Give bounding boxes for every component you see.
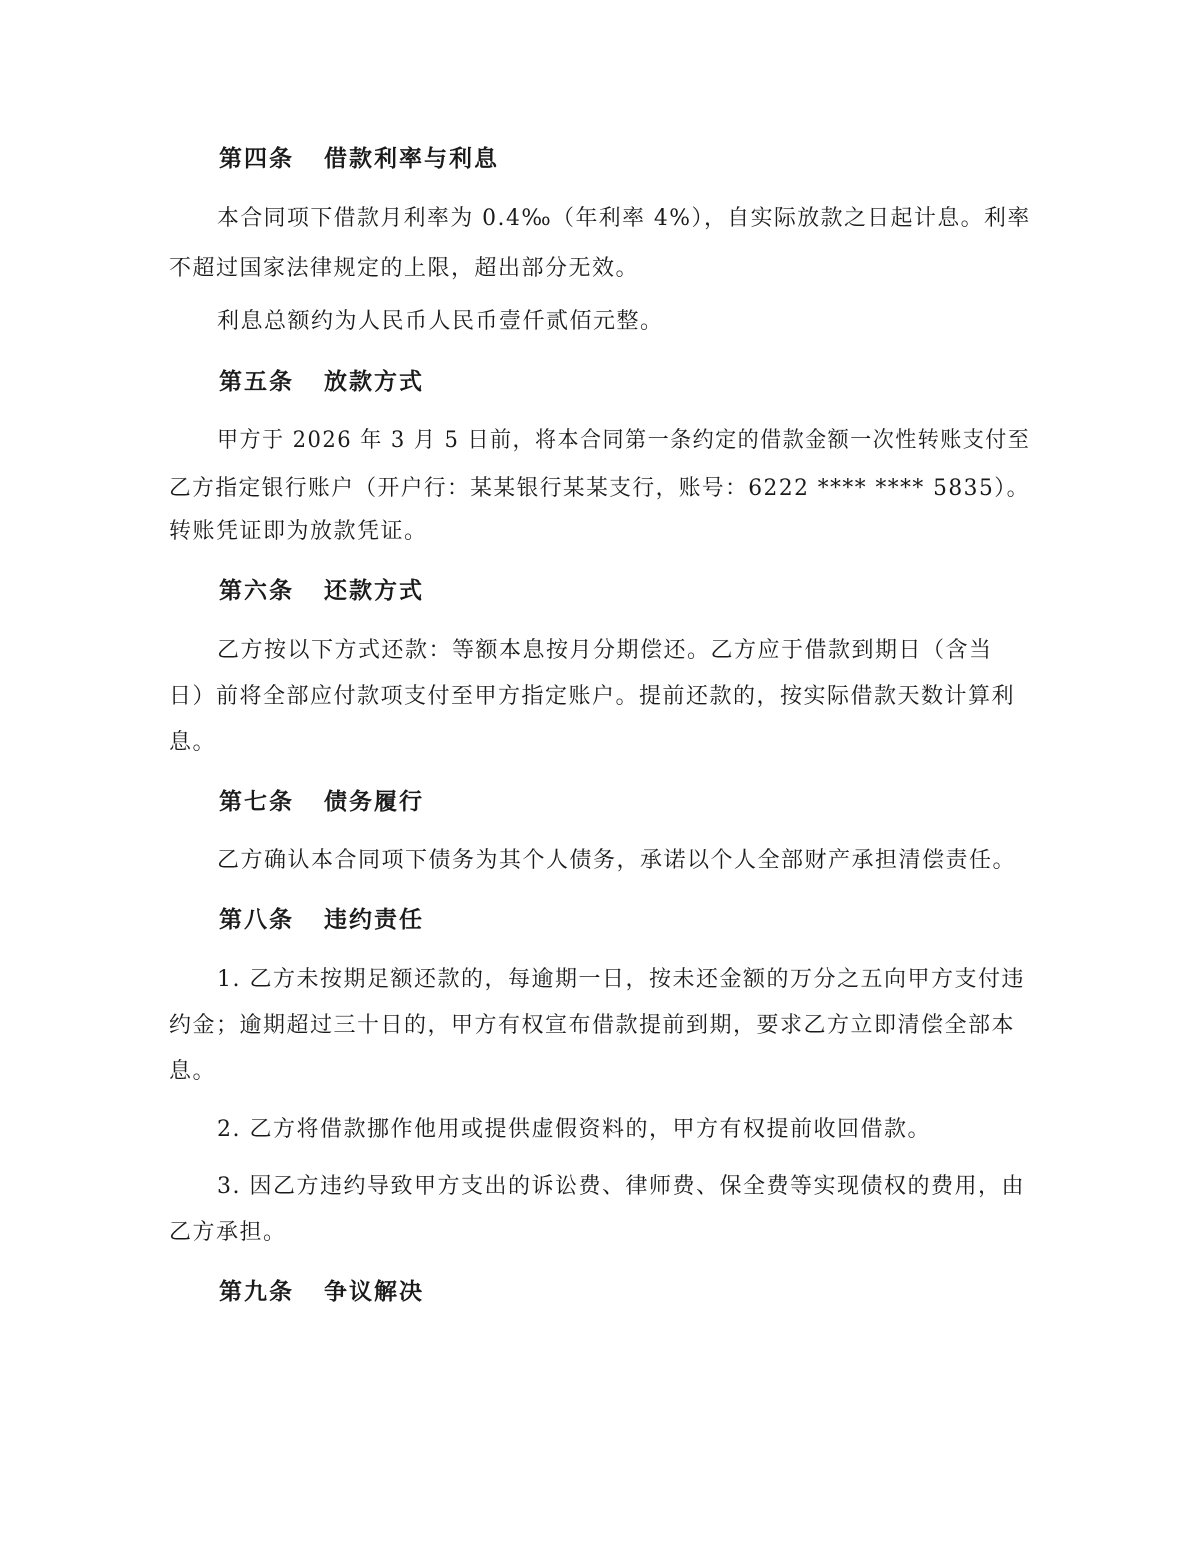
article-number: 第六条: [219, 578, 294, 604]
paragraph-line: 转账凭证即为放款凭证。: [169, 519, 428, 544]
article-title: 还款方式: [324, 578, 424, 604]
article-title: 放款方式: [324, 369, 424, 395]
paragraph-line: 甲方于 2026 年 3 月 5 日前，将本合同第一条约定的借款金额一次性转账支付至: [217, 428, 1031, 453]
article-number: 第九条: [219, 1279, 294, 1305]
article-title: 债务履行: [324, 789, 424, 815]
article-number: 第八条: [219, 907, 294, 933]
article-9-heading: [219, 1277, 424, 1307]
paragraph-line: 3. 因乙方违约导致甲方支出的诉讼费、律师费、保全费等实现债权的费用，由: [217, 1174, 1025, 1199]
paragraph-line: 约金；逾期超过三十日的，甲方有权宣布借款提前到期，要求乙方立即清偿全部本: [169, 1013, 1016, 1038]
paragraph-line: 本合同项下借款月利率为 0.4‰（年利率 4%），自实际放款之日起计息。利率: [217, 206, 1031, 231]
article-title: 争议解决: [324, 1279, 424, 1305]
paragraph-line: 2. 乙方将借款挪作他用或提供虚假资料的，甲方有权提前收回借款。: [217, 1117, 931, 1142]
paragraph-line: 息。: [169, 1059, 217, 1084]
paragraph-line: 1. 乙方未按期足额还款的，每逾期一日，按未还金额的万分之五向甲方支付违: [217, 967, 1025, 992]
paragraph-line: 乙方指定银行账户（开户行：某某银行某某支行，账号：6222 **** **** 5835）。: [169, 476, 1030, 501]
paragraph-line: 乙方按以下方式还款：等额本息按月分期偿还。乙方应于借款到期日（含当: [217, 638, 993, 663]
article-5-heading: [219, 367, 424, 397]
article-title: 违约责任: [324, 907, 424, 933]
article-number: 第五条: [219, 369, 294, 395]
article-title: 借款利率与利息: [324, 146, 499, 172]
article-number: 第四条: [219, 146, 294, 172]
paragraph-line: 不超过国家法律规定的上限，超出部分无效。: [169, 256, 640, 281]
paragraph-line: 利息总额约为人民币人民币壹仟贰佰元整。: [217, 309, 664, 334]
article-7-heading: [219, 787, 424, 817]
article-6-heading: [219, 576, 424, 606]
paragraph-line: 乙方确认本合同项下债务为其个人债务，承诺以个人全部财产承担清偿责任。: [217, 848, 1017, 873]
article-4-heading: [219, 144, 499, 174]
paragraph-line: 乙方承担。: [169, 1220, 287, 1245]
paragraph-line: 息。: [169, 730, 217, 755]
article-number: 第七条: [219, 789, 294, 815]
paragraph-line: 日）前将全部应付款项支付至甲方指定账户。提前还款的，按实际借款天数计算利: [169, 684, 1016, 709]
article-8-heading: [219, 905, 424, 935]
